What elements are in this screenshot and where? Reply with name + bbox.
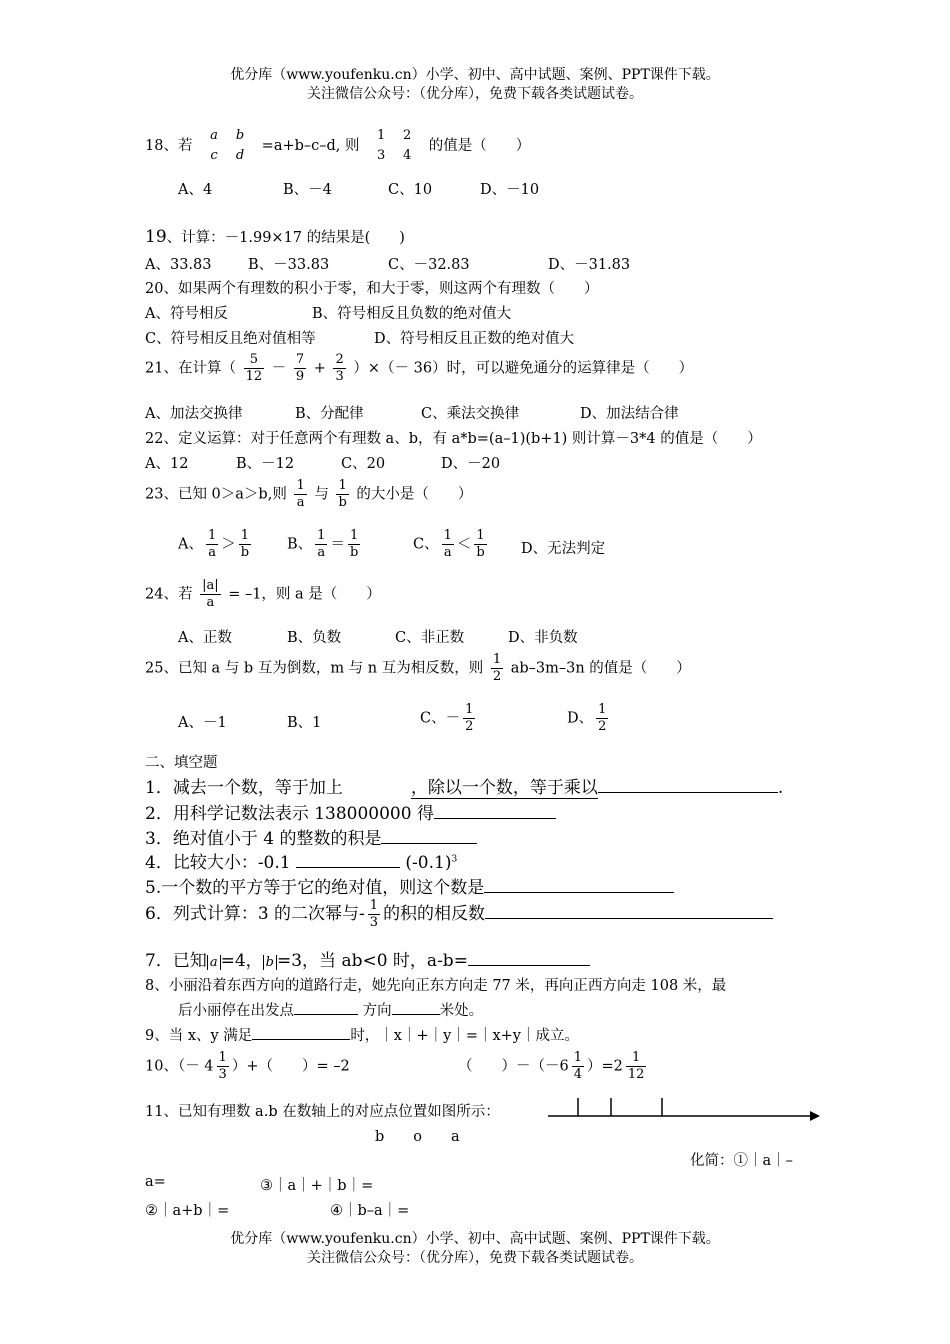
fill-2: 2．用科学记数法表示 138000000 得: [145, 799, 556, 824]
fill-9: 9、当 x、y 满足 时，｜x｜+｜y｜=｜x+y｜成立。: [145, 1024, 579, 1045]
q24-option-a: A、正数: [178, 630, 232, 646]
fill-11: 11、已知有理数 a.b 在数轴上的对应点位置如图所示：: [145, 1104, 500, 1120]
question-20: 20、如果两个有理数的积小于零，和大于零，则这两个有理数（ ）: [145, 281, 599, 297]
q20-option-b: B、符号相反且负数的绝对值大: [312, 306, 512, 322]
q23-option-d: D、无法判定: [521, 541, 606, 557]
question-21: 21、在计算（ $\frac{5}{12}$ － $\frac{7}{9}$ + $\frac{2}{3}$ ）×（－ 36）时，可以避免通分的运算律是（ ）: [145, 352, 694, 384]
q21-option-d: D、加法结合律: [580, 406, 679, 422]
determinant-1234: 1 2 3 4: [377, 128, 412, 163]
fraction-1-b: $\frac{1}{b}$: [338, 478, 347, 510]
q21-option-a: A、加法交换律: [145, 406, 243, 422]
q24-option-c: C、非正数: [395, 630, 465, 646]
question-18: 18、若 a b c d =a+b–c–d, 则 1 2 3 4 的值是（ ）: [145, 126, 530, 166]
q22-option-a: A、12: [145, 456, 189, 472]
q22-option-c: C、20: [341, 456, 386, 472]
fraction-5-12: $\frac{5}{12}$: [245, 352, 263, 384]
q25-option-c: C、－ $\frac{1}{2}$: [420, 702, 474, 734]
fill-8-line-1: 8、小丽沿着东西方向的道路行走，她先向正东方向走 77 米，再向正西方向走 108 米，最: [145, 978, 727, 994]
simplify-3: ③｜a｜+｜b｜=: [260, 1178, 374, 1194]
section-2-title: 二、填空题: [145, 755, 218, 771]
fraction-1-a: $\frac{1}{a}$: [296, 478, 305, 510]
q22-option-d: D、－20: [441, 456, 501, 472]
fill-3: 3．绝对值小于 4 的整数的积是: [145, 824, 477, 849]
q20-option-c: C、符号相反且绝对值相等: [145, 331, 316, 347]
axis-labels: b o a: [375, 1129, 460, 1145]
question-19: 19、计算：－1.99×17 的结果是( ): [145, 227, 405, 247]
simplify-1-end: a=: [145, 1174, 166, 1190]
fraction-1-12: $\frac{1}{12}$: [627, 1050, 645, 1082]
fraction-1-3b: $\frac{1}{3}$: [218, 1050, 227, 1082]
fill-7: 7．已知 a =4， b =3，当 ab<0 时，a-b=: [145, 946, 590, 971]
fraction-1-2: $\frac{1}{2}$: [492, 652, 502, 684]
fill-10b: （ ）－（－6 $\frac{1}{4}$ ）=2 $\frac{1}{12}$: [458, 1050, 645, 1082]
question-22: 22、定义运算：对于任意两个有理数 a、b，有 a*b=(a–1)(b+1) 则计算－3*4 的值是（ ）: [145, 431, 762, 447]
q20-option-d: D、符号相反且正数的绝对值大: [374, 331, 575, 347]
q19-option-c: C、－32.83: [388, 257, 470, 273]
number-line: [540, 1094, 825, 1124]
question-25: 25、已知 a 与 b 互为倒数，m 与 n 互为相反数，则 $\frac{1}{2}$ ab–3m–3n 的值是（ ）: [145, 652, 691, 684]
q23-option-b: B、 $\frac{1}{a}$ ＝ $\frac{1}{b}$: [287, 528, 359, 560]
q20-option-a: A、符号相反: [145, 306, 228, 322]
fraction-abs-a-over-a: $\frac{|a|}{a}$: [202, 578, 219, 610]
header-line-2: 关注微信公众号：（优分库），免费下载各类试题试卷。: [307, 86, 643, 102]
simplify-4: ④｜b–a｜=: [330, 1203, 410, 1219]
q18-option-c: C、10: [388, 182, 433, 198]
fill-6: 6．列式计算：3 的二次幂与- $\frac{1}{3}$ 的积的相反数: [145, 898, 773, 931]
q25-option-d: D、 $\frac{1}{2}$: [567, 702, 607, 734]
q21-option-b: B、分配律: [295, 406, 364, 422]
q22-option-b: B、－12: [236, 456, 295, 472]
q19-option-b: B、－33.83: [248, 257, 330, 273]
q19-option-a: A、33.83: [145, 257, 212, 273]
q24-option-d: D、非负数: [508, 630, 578, 646]
q18-option-a: A、4: [178, 182, 213, 198]
q18-option-b: B、－4: [283, 182, 332, 198]
q25-option-a: A、－1: [178, 715, 227, 731]
determinant-abcd: a b c d: [210, 128, 245, 163]
fill-8-line-2: 后小丽停在出发点 方向 米处。: [178, 999, 483, 1020]
simplify-label: 化简：①｜a｜–: [690, 1153, 793, 1169]
fill-4: 4．比较大小：-0.1 $(-0.1)^3$: [145, 853, 458, 873]
q19-option-d: D、－31.83: [548, 257, 631, 273]
footer-line-2: 关注微信公众号：（优分库），免费下载各类试题试卷。: [307, 1250, 643, 1266]
q24-option-b: B、负数: [287, 630, 342, 646]
q23-option-a: A、 $\frac{1}{a}$ ＞ $\frac{1}{b}$: [178, 528, 250, 560]
fraction-1-3: $\frac{1}{3}$: [369, 898, 379, 930]
q23-option-c: C、 $\frac{1}{a}$ ＜ $\frac{1}{b}$: [413, 528, 485, 560]
q25-option-b: B、1: [287, 715, 322, 731]
q18-option-d: D、－10: [480, 182, 540, 198]
fraction-1-4: $\frac{1}{4}$: [573, 1050, 583, 1082]
header-line-1: 优分库（www.youfenku.cn）小学、初中、高中试题、案例、PPT课件下载。: [230, 67, 720, 83]
fraction-7-9: $\frac{7}{9}$: [295, 352, 305, 384]
q21-option-c: C、乘法交换律: [421, 406, 520, 422]
question-24: 24、若 $\frac{|a|}{a}$ = –1，则 a 是（ ）: [145, 578, 381, 610]
fill-10a: 10、（－ 4 $\frac{1}{3}$ ）+（ ）= –2: [145, 1050, 350, 1082]
question-23: 23、已知 0＞a＞b,则 $\frac{1}{a}$ 与 $\frac{1}{b}$ 的大小是（ ）: [145, 478, 473, 510]
fill-5: 5.一个数的平方等于它的绝对值，则这个数是: [145, 873, 674, 898]
fraction-2-3: $\frac{2}{3}$: [335, 352, 344, 384]
footer-line-1: 优分库（www.youfenku.cn）小学、初中、高中试题、案例、PPT课件下载。: [230, 1231, 720, 1247]
arrow-right-icon: [810, 1111, 820, 1121]
simplify-2: ②｜a+b｜=: [145, 1203, 230, 1219]
fill-1: 1．减去一个数，等于加上 ，除以一个数，等于乘以 .: [145, 778, 784, 798]
